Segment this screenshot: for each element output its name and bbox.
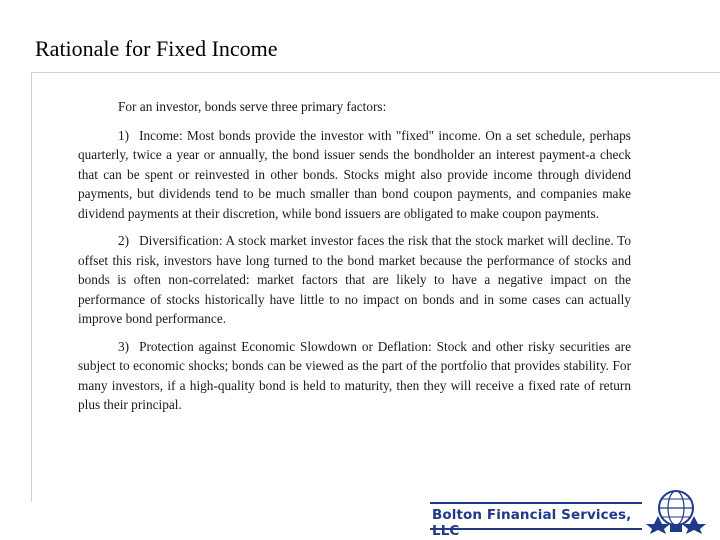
point-number: 3): [118, 338, 130, 354]
point-number: 2): [118, 233, 130, 248]
footer-rule-top: [430, 502, 642, 504]
point-text: Diversification: A stock market investor faces the risk that the stock market will decline. To offset this risk, investors have long turned to the bond market because the performance of stocks and bonds is often non-correlated: market factors that are likely to have a negative impact on the performance of stocks historically have little to no impact on bonds and in some cases can actually improve bond performance.: [78, 233, 631, 326]
intro-text: For an investor, bonds serve three primary factors:: [118, 99, 387, 114]
point-diversification: [78, 231, 631, 329]
point-protection: [78, 337, 631, 415]
point-text: Protection against Economic Slowdown or Deflation: Stock and other risky securities are subject to economic shocks; bonds can be viewed as the part of the portfolio that provides stability. For many investors, if a high-quality bond is held to maturity, then they will receive a fixed rate of return plus their principal.: [78, 338, 631, 412]
title-divider: [31, 72, 720, 73]
point-number: 1): [118, 127, 130, 143]
point-text: Income: Most bonds provide the investor with "fixed" income. On a set schedule, perhaps quarterly, twice a year or annually, the bond issuer sends the bondholder an interest payment-a check that can be spent or reinvested in other bonds. Stocks might also provide income through dividend payments, but dividends tend to be much smaller than bond coupon payments, and companies make dividend payments at their discretion, while bond issuers are obligated to make coupon payments.: [78, 127, 631, 221]
left-divider: [31, 72, 32, 502]
footer-rule-bottom: [430, 528, 642, 530]
slide-title: Rationale for Fixed Income: [35, 36, 278, 61]
globe-emblem-icon: [646, 484, 706, 536]
company-name: Bolton Financial Services, LLC: [432, 507, 632, 539]
body-text: [78, 97, 631, 423]
point-income: [78, 126, 631, 224]
